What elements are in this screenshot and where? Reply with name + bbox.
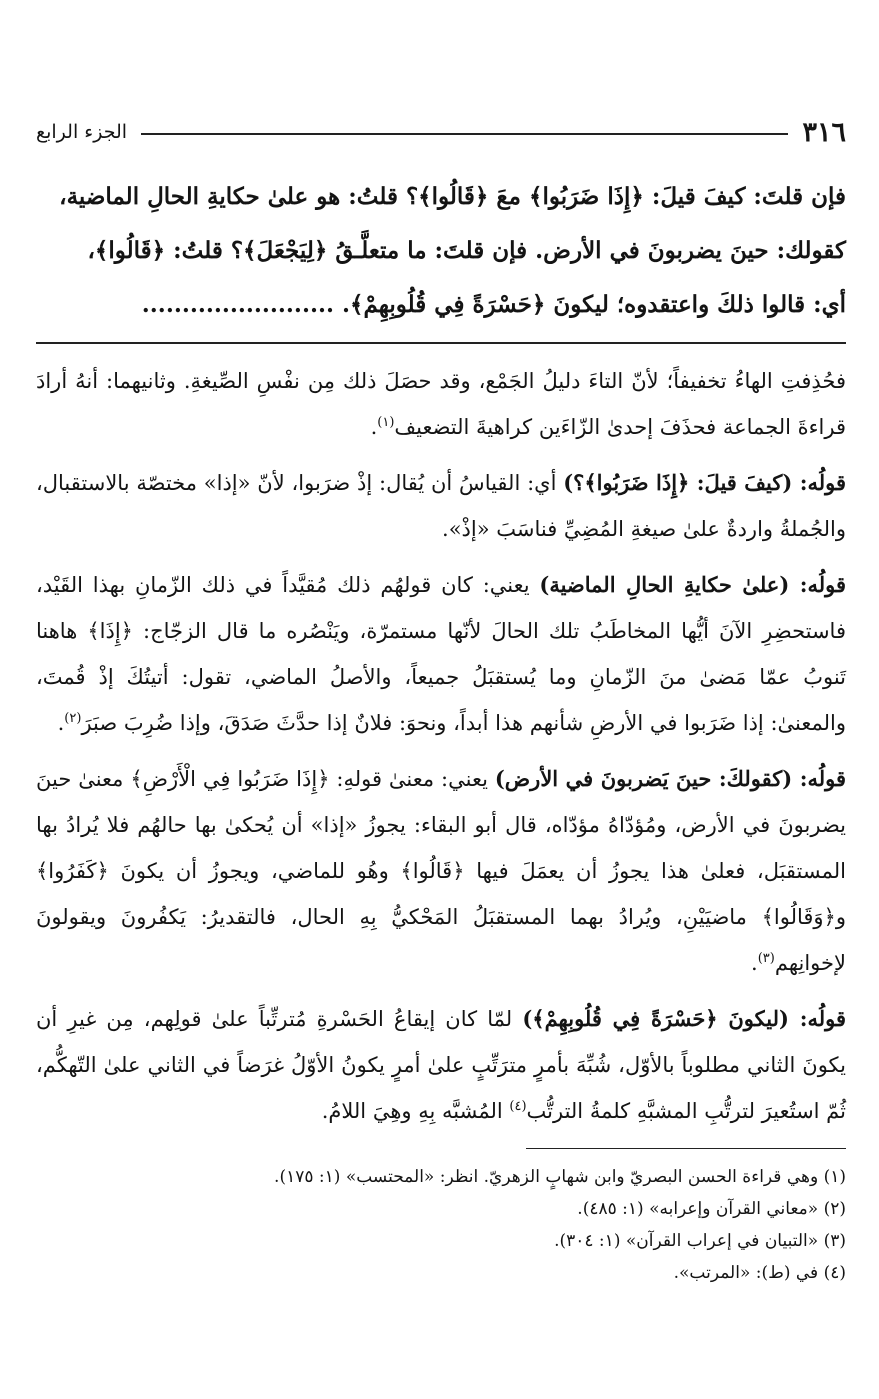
paragraph-tail: .	[751, 951, 758, 975]
paragraph-tail: .	[370, 415, 378, 439]
commentary-paragraph	[36, 358, 846, 450]
main-text-line: فإن قلتَ: كيفَ قيلَ: ﴿إِذَا ضَرَبُوا﴾ معَ ﴿قَالُوا﴾؟ قلتُ: هو علىٰ حكايةِ الحالِ الماضية،	[59, 183, 846, 210]
commentary-paragraph	[36, 562, 846, 746]
paragraph-text: لمّا كان إيقاعُ الحَسْرةِ مُترتِّباً علىٰ قولِهم، مِن غيرِ أن يكونَ الثاني مطلوباً بالأوّل، شُبِّهَ بأمرٍ مترَتِّبٍ علىٰ أمرٍ يكونُ الأوّلُ غرَضاً في الثاني علىٰ التّهكُّم، ثُمّ استُعيرَ لترتُّبِ المشبَّهِ كلمةُ الترتُّب	[36, 1007, 846, 1123]
footnote: (٣) «التبيان في إعراب القرآن» (١: ٣٠٤).	[554, 1231, 846, 1251]
paragraph-text: فحُذِفتِ الهاءُ تخفيفاً؛ لأنّ التاءَ دليلُ الجَمْع، وقد حصَلَ ذلك مِن نفْسِ الصِّيغةِ. وثانيهما: أنهُ أرادَ قراءةَ الجماعة فحذَفَ إحدىٰ الزّاءَين كراهيةَ التضعيف	[36, 369, 846, 439]
main-text-line: كقولك: حينَ يضربونَ في الأرض. فإن قلتَ: ما متعلَّـقُ ﴿لِيَجْعَلَ﴾؟ قلتُ: ﴿قَالُوا﴾،	[87, 237, 846, 264]
footnote: (٤) في (ط): «المرتب».	[673, 1263, 846, 1283]
footnote-ref[interactable]: (٤)	[509, 1099, 527, 1114]
page-number: ٣١٦	[802, 116, 846, 148]
footnote-ref[interactable]: (٣)	[757, 951, 775, 966]
quoted-lemma: قولُه: (كقولكَ: حينَ يَضربونَ في الأرض)	[494, 766, 846, 791]
footnotes	[36, 1161, 846, 1289]
paragraph-text: يعني: كان قولهُم ذلك مُقيَّداً في ذلك الزّمانِ بهذا القَيْد، فاستحضِرِ الآنَ أيُّها المخاطَبُ تلك الحالَ لأنّها مستمرّة، ويَنْصُره ما قال الزجّاج: ﴿إِذَا﴾ هاهنا تَنوبُ عمّا مَضىٰ منَ الزّمانِ وما يُستقبَلُ جميعاً، والأصلُ الماضي، تقول: أتيتُكَ إذْ قُمتَ، والمعنىٰ: إذا ضَرَبوا في الأرضِ شأنهم هذا أبداً، ونحوَ: فلانٌ إذا حدَّثَ صَدَقَ، وإذا ضُرِبَ صبَرَ	[36, 573, 846, 735]
commentary-paragraph	[36, 996, 846, 1134]
commentary-paragraph	[36, 756, 846, 986]
main-text	[36, 170, 846, 332]
commentary	[36, 358, 846, 1134]
commentary-paragraph	[36, 460, 846, 552]
running-title: الجزء الرابع	[36, 121, 128, 143]
footnote: (١) وهي قراءة الحسن البصريّ وابن شهابٍ الزهريّ. انظر: «المحتسب» (١: ١٧٥).	[274, 1167, 846, 1187]
paragraph-text: أي: القياسُ أن يُقال: إذْ ضرَبوا، لأنّ «إذا» مختصّة بالاستقبال، والجُملةُ واردةٌ علىٰ صيغةِ المُضِيِّ فناسَبَ «إذْ».	[36, 471, 846, 541]
paragraph-text: يعني: معنىٰ قولهِ: ﴿إِذَا ضَرَبُوا فِي الْأَرْضِ﴾ معنىٰ حينَ يضربونَ في الأرض، ومُؤدّاهُ مؤدّاه، قال أبو البقاء: يجوزُ «إذا» أن يُحكىٰ بها حالهُم فلا يُرادُ بها المستقبَل، فعلىٰ هذا يجوزُ أن يعمَلَ فيها ﴿قَالُوا﴾ وهُو للماضي، ويجوزُ أن يكونَ ﴿كَفَرُوا﴾ و﴿وَقَالُوا﴾ ماضيَيْنِ، ويُرادُ بهما المستقبَلُ المَحْكيُّ بِهِ الحال، فالتقديرُ: يَكفُرونَ ويقولونَ لإخوانِهم	[36, 767, 846, 975]
book-page	[36, 112, 846, 1289]
footnote-rule	[526, 1148, 846, 1149]
paragraph-tail: المُشبَّه بِهِ وهِيَ اللامُ.	[321, 1099, 510, 1123]
footnote: (٢) «معاني القرآن وإعرابه» (١: ٤٨٥).	[577, 1199, 846, 1219]
header-rule	[141, 133, 788, 135]
footnote-ref[interactable]: (٢)	[64, 711, 82, 726]
quoted-lemma: قولُه: (علىٰ حكايةِ الحالِ الماضية)	[539, 572, 847, 597]
quoted-lemma: قولُه: (كيفَ قيلَ: ﴿إِذَا ضَرَبُوا﴾؟)	[563, 470, 846, 495]
footnote-ref[interactable]: (١)	[377, 415, 395, 430]
quoted-lemma: قولُه: (ليكونَ ﴿حَسْرَةً فِي قُلُوبِهِمْ﴾)	[522, 1006, 846, 1031]
page-header	[36, 112, 846, 152]
paragraph-tail: .	[57, 711, 65, 735]
text-separator	[36, 342, 846, 344]
main-text-line: أي: قالوا ذلكَ واعتقدوه؛ ليكونَ ﴿حَسْرَةً فِي قُلُوبِهِمْ﴾. ........................	[141, 291, 846, 318]
